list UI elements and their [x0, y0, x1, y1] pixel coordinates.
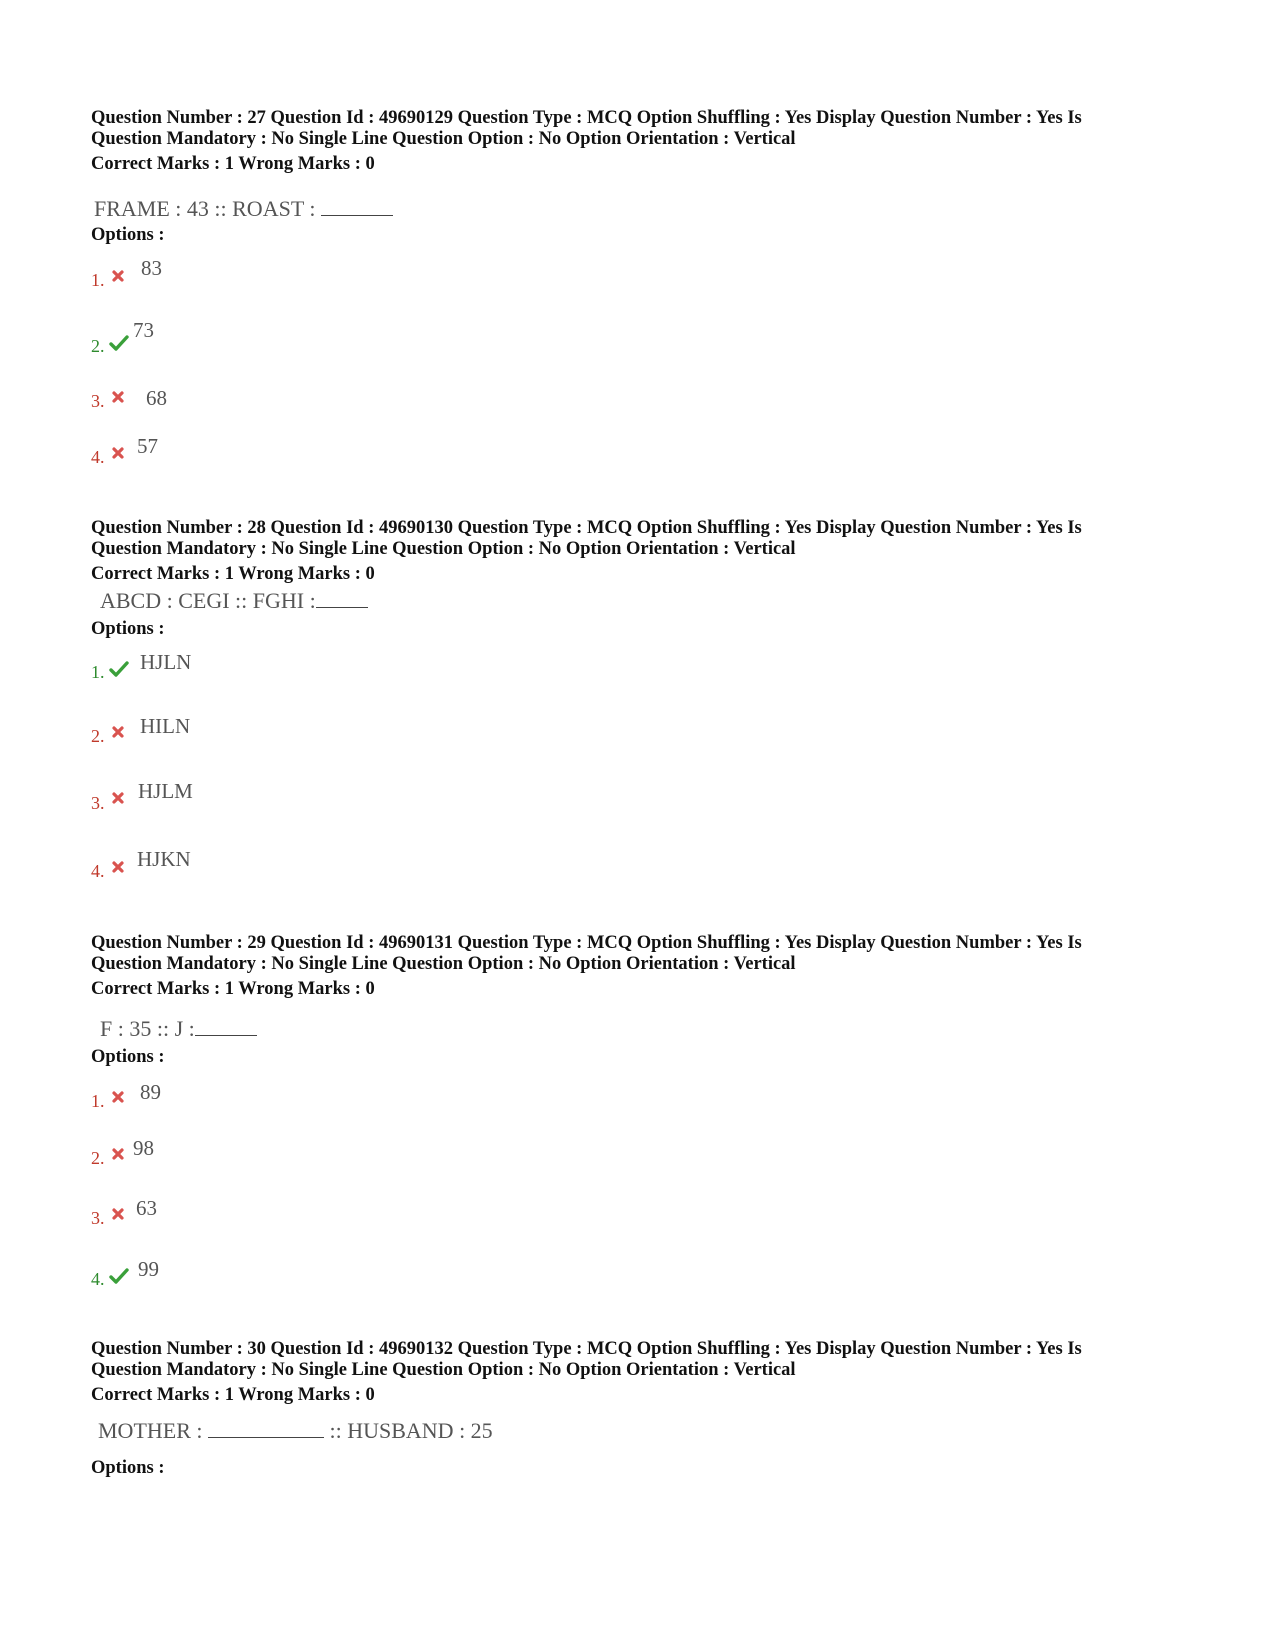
question-text — [98, 1417, 493, 1444]
option-number: 4. — [91, 1269, 105, 1289]
question-text-pre: MOTHER : — [98, 1418, 208, 1443]
option-value: 98 — [133, 1136, 154, 1160]
question-meta-line2: Question Mandatory : No Single Line Question Option : No Option Orientation : Vertical — [91, 954, 796, 974]
answer-blank — [208, 1417, 324, 1438]
option-value: 99 — [138, 1257, 159, 1281]
cross-icon — [111, 1207, 125, 1221]
option-number: 2. — [91, 336, 105, 356]
question-text — [100, 587, 368, 614]
cross-icon — [111, 725, 125, 739]
check-icon — [109, 660, 129, 678]
cross-icon — [111, 1147, 125, 1161]
option-value: HJLM — [138, 779, 193, 803]
option-value: HJLN — [140, 650, 192, 674]
marks-line: Correct Marks : 1 Wrong Marks : 0 — [91, 154, 375, 174]
question-meta-line2: Question Mandatory : No Single Line Question Option : No Option Orientation : Vertical — [91, 129, 796, 149]
check-icon — [109, 334, 129, 352]
question-meta-line1: Question Number : 28 Question Id : 49690130 Question Type : MCQ Option Shuffling : Yes Display Question Number : Yes Is — [91, 518, 1082, 538]
question-meta-line2: Question Mandatory : No Single Line Question Option : No Option Orientation : Vertical — [91, 539, 796, 559]
cross-icon — [111, 446, 125, 460]
options-label: Options : — [91, 1047, 165, 1067]
cross-icon — [111, 390, 125, 404]
question-meta-line1: Question Number : 27 Question Id : 49690129 Question Type : MCQ Option Shuffling : Yes Display Question Number : Yes Is — [91, 108, 1082, 128]
option-number: 3. — [91, 793, 105, 813]
option-number: 1. — [91, 662, 105, 682]
option-value: 83 — [141, 256, 162, 280]
question-meta-line1: Question Number : 30 Question Id : 49690132 Question Type : MCQ Option Shuffling : Yes Display Question Number : Yes Is — [91, 1339, 1082, 1359]
option-value: 63 — [136, 1196, 157, 1220]
option-number: 1. — [91, 1091, 105, 1111]
option-number: 1. — [91, 270, 105, 290]
question-text-content: F : 35 :: J : — [100, 1016, 195, 1041]
question-text-content: ABCD : CEGI :: FGHI : — [100, 588, 316, 613]
check-icon — [109, 1267, 129, 1285]
options-label: Options : — [91, 619, 165, 639]
marks-line: Correct Marks : 1 Wrong Marks : 0 — [91, 979, 375, 999]
option-value: 73 — [133, 318, 154, 342]
question-text — [100, 1015, 257, 1042]
cross-icon — [111, 791, 125, 805]
answer-blank — [316, 587, 368, 608]
option-number: 2. — [91, 726, 105, 746]
option-number: 4. — [91, 447, 105, 467]
question-meta-line2: Question Mandatory : No Single Line Question Option : No Option Orientation : Vertical — [91, 1360, 796, 1380]
question-meta-line1: Question Number : 29 Question Id : 49690131 Question Type : MCQ Option Shuffling : Yes Display Question Number : Yes Is — [91, 933, 1082, 953]
question-text-post: :: HUSBAND : 25 — [324, 1418, 493, 1443]
option-value: 89 — [140, 1080, 161, 1104]
cross-icon — [111, 860, 125, 874]
question-text — [94, 195, 393, 222]
option-value: 68 — [146, 386, 167, 410]
option-number: 3. — [91, 1208, 105, 1228]
answer-blank — [321, 195, 393, 216]
marks-line: Correct Marks : 1 Wrong Marks : 0 — [91, 564, 375, 584]
option-number: 3. — [91, 391, 105, 411]
options-label: Options : — [91, 225, 165, 245]
marks-line: Correct Marks : 1 Wrong Marks : 0 — [91, 1385, 375, 1405]
answer-blank — [195, 1015, 257, 1036]
option-value: HILN — [140, 714, 191, 738]
cross-icon — [111, 269, 125, 283]
option-number: 4. — [91, 861, 105, 881]
cross-icon — [111, 1090, 125, 1104]
options-label: Options : — [91, 1458, 165, 1478]
option-value: 57 — [137, 434, 158, 458]
option-value: HJKN — [137, 847, 191, 871]
option-number: 2. — [91, 1148, 105, 1168]
question-text-content: FRAME : 43 :: ROAST : — [94, 196, 321, 221]
